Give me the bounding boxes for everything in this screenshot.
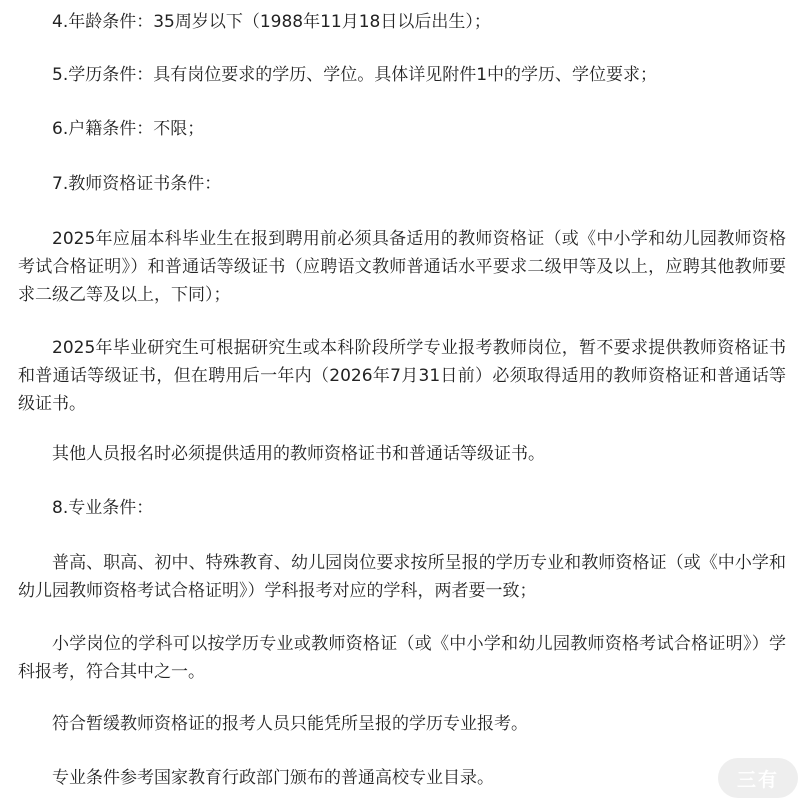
- paragraph-major-catalog: 专业条件参考国家教育行政部门颁布的普通高校专业目录。: [52, 768, 494, 788]
- paragraph-age-condition: 4.年龄条件：35周岁以下（1988年11月18日以后出生）；: [52, 12, 491, 32]
- paragraph-deferred-certificate: 符合暂缓教师资格证的报考人员只能凭所呈报的学历专业报考。: [52, 714, 528, 734]
- paragraph-household-condition: 6.户籍条件：不限；: [52, 119, 205, 139]
- paragraph-graduate-undergrad: 2025年应届本科毕业生在报到聘用前必须具备适用的教师资格证（或《中小学和幼儿园教师资格考试合格证明》）和普通话等级证书（应聘语文教师普通话水平要求二级甲等及以上，应聘其他教师要求二级乙等及以上，下同）；: [18, 229, 786, 305]
- paragraph-education-condition: 5.学历条件：具有岗位要求的学历、学位。具体详见附件1中的学历、学位要求；: [52, 65, 658, 85]
- paragraph-certificate-heading: 7.教师资格证书条件：: [52, 174, 222, 194]
- watermark-badge: 三有: [718, 758, 798, 798]
- paragraph-graduate-postgrad: 2025年毕业研究生可根据研究生或本科阶段所学专业报考教师岗位，暂不要求提供教师资格证书和普通话等级证书，但在聘用后一年内（2026年7月31日前）必须取得适用的教师资格证和普通话等级证书。: [18, 338, 786, 414]
- paragraph-major-primary: 小学岗位的学科可以按学历专业或教师资格证（或《中小学和幼儿园教师资格考试合格证明》）学科报考，符合其中之一。: [18, 634, 786, 682]
- paragraph-major-heading: 8.专业条件：: [52, 498, 154, 518]
- paragraph-other-applicants: 其他人员报名时必须提供适用的教师资格证书和普通话等级证书。: [52, 444, 545, 464]
- paragraph-major-secondary: 普高、职高、初中、特殊教育、幼儿园岗位要求按所呈报的学历专业和教师资格证（或《中小学和幼儿园教师资格考试合格证明》）学科报考对应的学科，两者要一致；: [18, 553, 786, 601]
